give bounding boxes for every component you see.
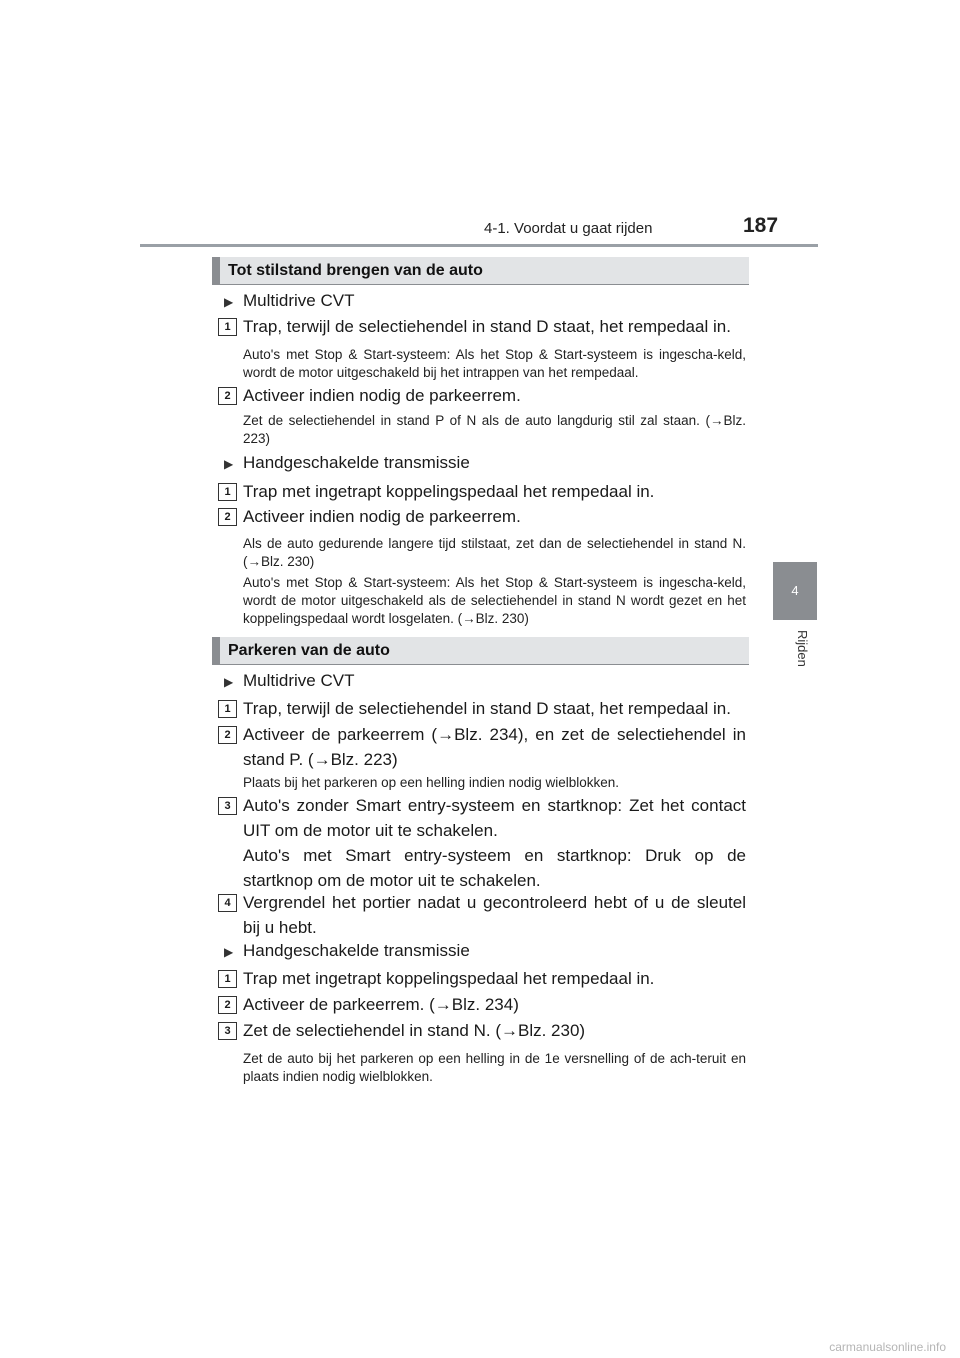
- note-text: Auto's met Stop & Start-systeem: Als het Stop & Start-systeem is ingescha-keld, wordt de motor uitgeschakeld als de selectiehendel in stand N wordt gezet en het koppelingspedaal wordt losgelaten. (→Blz. 230): [243, 575, 746, 626]
- chapter-label: Rijden: [795, 630, 810, 667]
- step-text: Activeer indien nodig de parkeerrem.: [243, 386, 521, 405]
- step-text: Trap, terwijl de selectiehendel in stand D staat, het rempedaal in.: [243, 317, 731, 336]
- arrow-icon: ▶: [224, 945, 234, 959]
- step-text: Trap met ingetrapt koppelingspedaal het rempedaal in.: [243, 969, 655, 988]
- step-text: Trap met ingetrapt koppelingspedaal het rempedaal in.: [243, 482, 655, 501]
- page-number: 187: [743, 214, 779, 237]
- step-text: Activeer indien nodig de parkeerrem.: [243, 507, 521, 526]
- step-text: Trap, terwijl de selectiehendel in stand D staat, het rempedaal in.: [243, 699, 731, 718]
- note-text: Zet de auto bij het parkeren op een helling in de 1e versnelling of de ach-teruit en plaats indien nodig wielblokken.: [243, 1051, 746, 1084]
- chapter-tab[interactable]: [773, 562, 817, 620]
- step-text: Activeer de parkeerrem (→Blz. 234), en zet de selectiehendel in stand P. (→Blz. 223): [243, 725, 746, 769]
- step-number: 4: [218, 894, 237, 912]
- subheading: Handgeschakelde transmissie: [243, 941, 470, 960]
- step-number: 3: [218, 797, 237, 815]
- subheading: Handgeschakelde transmissie: [243, 453, 470, 472]
- step-number: 1: [218, 700, 237, 718]
- step-number: 2: [218, 508, 237, 526]
- chapter-number: 4: [791, 583, 799, 598]
- note-text: Zet de selectiehendel in stand P of N als de auto langdurig stil zal staan. (→Blz. 223): [243, 413, 746, 446]
- step-text: Zet de selectiehendel in stand N. (→Blz. 230): [243, 1021, 586, 1040]
- header-divider: [140, 244, 818, 247]
- arrow-icon: ▶: [224, 295, 234, 309]
- step-number: 1: [218, 483, 237, 501]
- arrow-icon: ▶: [224, 675, 234, 689]
- subheading: Multidrive CVT: [243, 291, 355, 310]
- step-text: Auto's zonder Smart entry-systeem en startknop: Zet het contact UIT om de motor uit te schakelen.: [243, 796, 746, 840]
- section-title: 4-1. Voordat u gaat rijden: [484, 220, 653, 237]
- note-text: Auto's met Stop & Start-systeem: Als het Stop & Start-systeem is ingescha-keld, wordt de motor uitgeschakeld bij het intrappen van het rempedaal.: [243, 347, 746, 380]
- section-heading-bar: [212, 637, 749, 665]
- note-text: Als de auto gedurende langere tijd stilstaat, zet dan de selectiehendel in stand N. (→Blz. 230): [243, 536, 746, 569]
- section-heading: Tot stilstand brengen van de auto: [228, 262, 483, 279]
- arrow-icon: ▶: [224, 457, 234, 471]
- step-number: 3: [218, 1022, 237, 1040]
- step-number: 1: [218, 970, 237, 988]
- step-text: Activeer de parkeerrem. (→Blz. 234): [243, 995, 519, 1014]
- section-heading: Parkeren van de auto: [228, 642, 390, 659]
- note-text: Plaats bij het parkeren op een helling indien nodig wielblokken.: [243, 775, 620, 790]
- step-number: 2: [218, 996, 237, 1014]
- step-number: 2: [218, 726, 237, 744]
- step-text: Auto's met Smart entry-systeem en startknop: Druk op de startknop om de motor uit te schakelen.: [243, 846, 746, 890]
- section-heading-bar: [212, 257, 749, 285]
- step-text: Vergrendel het portier nadat u gecontroleerd hebt of u de sleutel bij u hebt.: [243, 893, 746, 937]
- step-number: 2: [218, 387, 237, 405]
- step-number: 1: [218, 318, 237, 336]
- watermark: carmanualsonline.info: [829, 1340, 946, 1354]
- subheading: Multidrive CVT: [243, 671, 355, 690]
